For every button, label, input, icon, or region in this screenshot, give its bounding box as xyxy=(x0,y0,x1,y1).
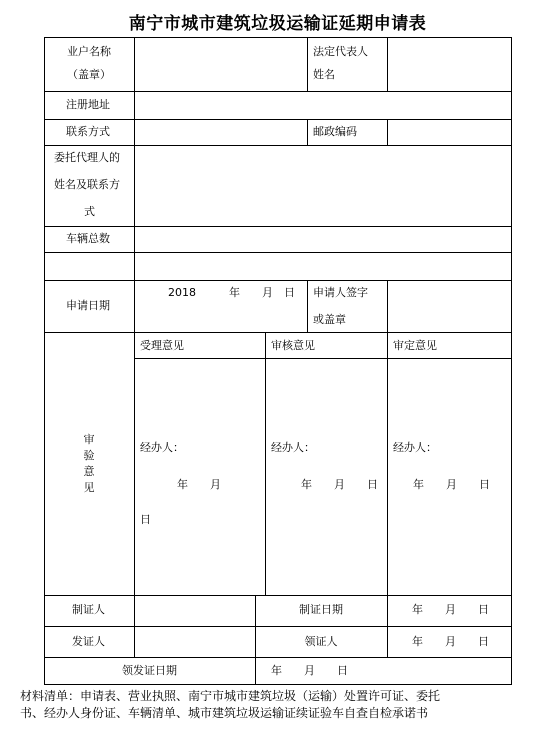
acceptance-handler-label: 经办人： xyxy=(140,441,184,454)
acceptance-day: 日 xyxy=(140,513,151,526)
applicant-sign-field[interactable] xyxy=(388,281,511,332)
col-line xyxy=(307,280,308,332)
blank-row[interactable] xyxy=(45,253,511,280)
approval-handler-label: 经办人： xyxy=(393,441,437,454)
agent-label-line2: 姓名及联系方 xyxy=(54,178,120,191)
row-line xyxy=(44,332,512,333)
audit-opinion-header: 审核意见 xyxy=(271,339,315,352)
applicant-sign-label: 申请人签字 xyxy=(313,286,368,299)
border-right xyxy=(511,37,512,685)
col-line xyxy=(134,280,135,332)
issuer-label: 发证人 xyxy=(72,635,105,648)
receiver-label: 领证人 xyxy=(304,635,338,648)
apply-date-label: 申请日期 xyxy=(66,299,110,312)
audit-handler-label: 经办人： xyxy=(271,441,315,454)
certificate-maker-label: 制证人 xyxy=(72,603,105,616)
postal-code-field[interactable] xyxy=(388,120,511,145)
approval-opinion-header: 审定意见 xyxy=(393,339,437,352)
contact-label: 联系方式 xyxy=(66,125,110,138)
audit-date: 年 月 日 xyxy=(301,478,378,491)
receive-date-value-top[interactable]: 年 月 日 xyxy=(412,635,489,648)
agent-field[interactable] xyxy=(135,146,511,226)
col-line xyxy=(387,595,388,657)
certificate-maker-field[interactable] xyxy=(135,596,255,626)
form-title: 南宁市城市建筑垃圾运输证延期申请表 xyxy=(128,14,427,34)
certificate-make-date-value[interactable]: 年 月 日 xyxy=(412,603,489,616)
col-line xyxy=(307,37,308,91)
row-line xyxy=(44,626,512,627)
review-opinion-label: 审 验 意 见 xyxy=(83,433,95,494)
certificate-make-date-label: 制证日期 xyxy=(299,603,343,616)
acceptance-opinion-field[interactable] xyxy=(135,359,265,595)
materials-list-line1: 材料清单：申请表、营业执照、南宁市城市建筑垃圾（运输）处置许可证、委托 xyxy=(20,689,441,703)
materials-list-line2: 书、经办人身份证、车辆清单、城市建筑垃圾运输证续证验车自查自检承诺书 xyxy=(20,706,429,720)
issue-receive-date-value[interactable]: 年 月 日 xyxy=(271,664,348,677)
approval-opinion-field[interactable] xyxy=(388,359,511,595)
applicant-seal-label: 或盖章 xyxy=(313,313,346,326)
registered-address-label: 注册地址 xyxy=(66,98,110,111)
agent-label-line3: 式 xyxy=(84,205,95,218)
legal-rep-name-label: 姓名 xyxy=(313,68,335,81)
issue-receive-date-label: 领发证日期 xyxy=(122,664,177,677)
issuer-field[interactable] xyxy=(135,627,255,657)
border-left xyxy=(44,37,45,685)
enterprise-name-label: 业户名称 xyxy=(67,45,111,58)
acceptance-opinion-header: 受理意见 xyxy=(140,339,184,352)
registered-address-field[interactable] xyxy=(135,92,511,119)
vehicle-total-label: 车辆总数 xyxy=(66,232,110,245)
legal-rep-label: 法定代表人 xyxy=(313,45,368,58)
row-line xyxy=(44,595,512,596)
border-bottom xyxy=(44,684,512,685)
enterprise-seal-label: （盖章） xyxy=(67,68,111,81)
contact-field[interactable] xyxy=(135,120,307,145)
postal-code-label: 邮政编码 xyxy=(313,125,357,138)
approval-date: 年 月 日 xyxy=(413,478,490,491)
vehicle-total-field[interactable] xyxy=(135,227,511,252)
agent-label-line1: 委托代理人的 xyxy=(54,151,120,164)
apply-date-value[interactable]: 2018 年 月 日 xyxy=(168,286,295,299)
materials-list xyxy=(20,688,540,722)
row-line xyxy=(44,657,512,658)
audit-opinion-field[interactable] xyxy=(266,359,387,595)
enterprise-name-field[interactable] xyxy=(135,38,307,91)
acceptance-year-month: 年 月 xyxy=(177,478,221,491)
legal-rep-field[interactable] xyxy=(388,38,511,91)
application-form-table xyxy=(44,37,512,685)
col-line xyxy=(307,119,308,145)
